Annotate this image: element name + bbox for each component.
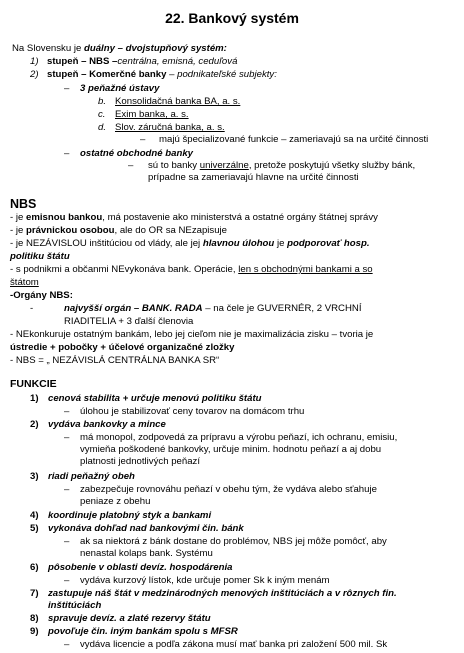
funkcia-4: koordinuje platobný styk a bankami (48, 510, 212, 521)
funkcia-3-detail-2: peniaze z obehu (80, 496, 151, 507)
funkcia-9-detail: vydáva licencie a podľa zákona musí mať banka pri založení 500 mil. Sk (80, 639, 388, 650)
specializovane-text: majú špecializované funkcie – zameriavajú sa na určité činnosti (159, 134, 429, 145)
dash-bullet: – (64, 148, 70, 159)
funkcia-5: vykonáva dohľad nad bankovými čin. bánk (48, 523, 244, 534)
funkcia-9: povoľuje čin. iným bankám spolu s MFSR (48, 626, 238, 637)
funkcia-5-detail-2: nenastal kolaps bank. Systému (80, 548, 213, 559)
nbs-heading: NBS (10, 197, 37, 211)
nbs-line-6: štátom (10, 277, 39, 288)
funkcia-5-detail-1: ak sa niektorá z bánk dostane do problémov, NBS jej môže pomôcť, aby (80, 536, 387, 547)
funkcia-7-line-1: zastupuje náš štát v medzinárodných menových inštitúciách a v rôznych fin. (48, 588, 397, 599)
nbs-line-8: najvyšší orgán – BANK. RADA – na čele je GUVERNÉR, 2 VRCHNÍ (64, 303, 362, 314)
dash-bullet: – (64, 536, 70, 547)
dash-bullet: – (128, 160, 134, 171)
intro-item-2: stupeň – Komerčné banky – podnikateľské subjekty: (47, 69, 277, 80)
nbs-line-3: - je NEZÁVISLOU inštitúciou od vlády, ale jej hlavnou úlohou je podporovať hosp. (10, 238, 370, 249)
funkcia-3: riadi peňažný obeh (48, 471, 135, 482)
funkcia-6: pôsobenie v oblasti devíz. hospodárenia (48, 562, 233, 573)
funkcia-3-number: 3) (30, 471, 39, 482)
funkcia-3-detail-1: zabezpečuje rovnováhu peňazí v obehu tým, že vydáva alebo sťahuje (80, 484, 377, 495)
peazne-ustavy-heading: 3 peňažné ústavy (80, 83, 160, 94)
dash-bullet: – (64, 575, 70, 586)
nbs-organy-heading: -Orgány NBS: (10, 290, 73, 301)
funkcia-2-detail-1: má monopol, zodpovedá za prípravu a výrobu peňazí, ich ochranu, emisiu, (80, 432, 398, 443)
funkcia-2-detail-2: vymieňa poškodené bankovky, určuje minim. hodnotu peňazí a aj dobu (80, 444, 382, 455)
list-item-c-number: c. (98, 109, 106, 120)
dash-bullet: – (64, 406, 70, 417)
dash-bullet: - (30, 303, 34, 314)
funkcia-8-number: 8) (30, 613, 39, 624)
dash-bullet: – (64, 83, 70, 94)
dash-bullet: – (140, 134, 146, 145)
funkcia-6-number: 6) (30, 562, 39, 573)
page-title: 22. Bankový systém (165, 10, 299, 26)
ostatne-banky-line-1: sú to banky univerzálne, pretože poskytujú všetky služby bánk, (148, 160, 416, 171)
funkcia-5-number: 5) (30, 523, 39, 534)
intro-item-1: stupeň – NBS –centrálna, emisná, ceduľová (47, 56, 238, 67)
list-item-d-number: d. (98, 122, 107, 133)
funkcia-7-line-2: inštitúciách (48, 600, 102, 611)
nbs-line-11: ústredie + pobočky + účelové organizačné zložky (10, 342, 235, 353)
list-item-b-number: b. (98, 96, 107, 107)
funkcia-9-number: 9) (30, 626, 39, 637)
intro-lead: Na Slovensku je duálny – dvojstupňový systém: (12, 43, 227, 54)
list-item-c: Exim banka, a. s. (115, 109, 189, 120)
funkcia-7-number: 7) (30, 588, 39, 599)
nbs-line-9: RIADITELIA + 3 ďalší členovia (64, 316, 194, 327)
funkcia-1-number: 1) (30, 393, 39, 404)
dash-bullet: – (64, 484, 70, 495)
nbs-line-1: - je emisnou bankou, má postavenie ako ministerstvá a ostatné orgány štátnej správy (10, 212, 378, 223)
funkcia-8: spravuje devíz. a zlaté rezervy štátu (48, 613, 211, 624)
ostatne-banky-heading: ostatné obchodné banky (80, 148, 194, 159)
list-item-b: Konsolidačná banka BA, a. s. (115, 96, 241, 107)
intro-item-1-number: 1) (30, 56, 39, 67)
nbs-line-5: - s podnikmi a občanmi NEvykonáva bank. Operácie, len s obchodnými bankami a so (10, 264, 373, 275)
dash-bullet: – (64, 432, 70, 443)
funkcia-4-number: 4) (30, 510, 39, 521)
funkcia-2: vydáva bankovky a mince (48, 419, 166, 430)
ostatne-banky-line-2: prípadne sa zameriavajú hlavne na určité činnosti (148, 172, 359, 183)
nbs-line-4: politiku štátu (10, 251, 70, 262)
funkcia-2-number: 2) (30, 419, 39, 430)
funkcia-1: cenová stabilita + určuje menovú politiku štátu (48, 393, 262, 404)
nbs-line-2: - je právnickou osobou, ale do OR sa NEzapisuje (10, 225, 228, 236)
intro-item-2-number: 2) (30, 69, 39, 80)
nbs-line-12: - NBS = „ NEZÁVISLÁ CENTRÁLNA BANKA SR“ (10, 355, 220, 366)
funkcia-1-detail: úlohou je stabilizovať ceny tovarov na domácom trhu (80, 406, 305, 417)
funkcie-heading: FUNKCIE (10, 378, 57, 390)
funkcia-6-detail: vydáva kurzový lístok, kde určuje pomer Sk k iným menám (80, 575, 330, 586)
dash-bullet: – (64, 639, 70, 650)
list-item-d: Slov. záručná banka, a. s. (115, 122, 225, 133)
nbs-line-10: - NEkonkuruje ostatným bankám, lebo jej cieľom nie je maximalizácia zisku – tvoria je (10, 329, 374, 340)
funkcia-2-detail-3: platnosti jednotlivých peňazí (80, 456, 200, 467)
